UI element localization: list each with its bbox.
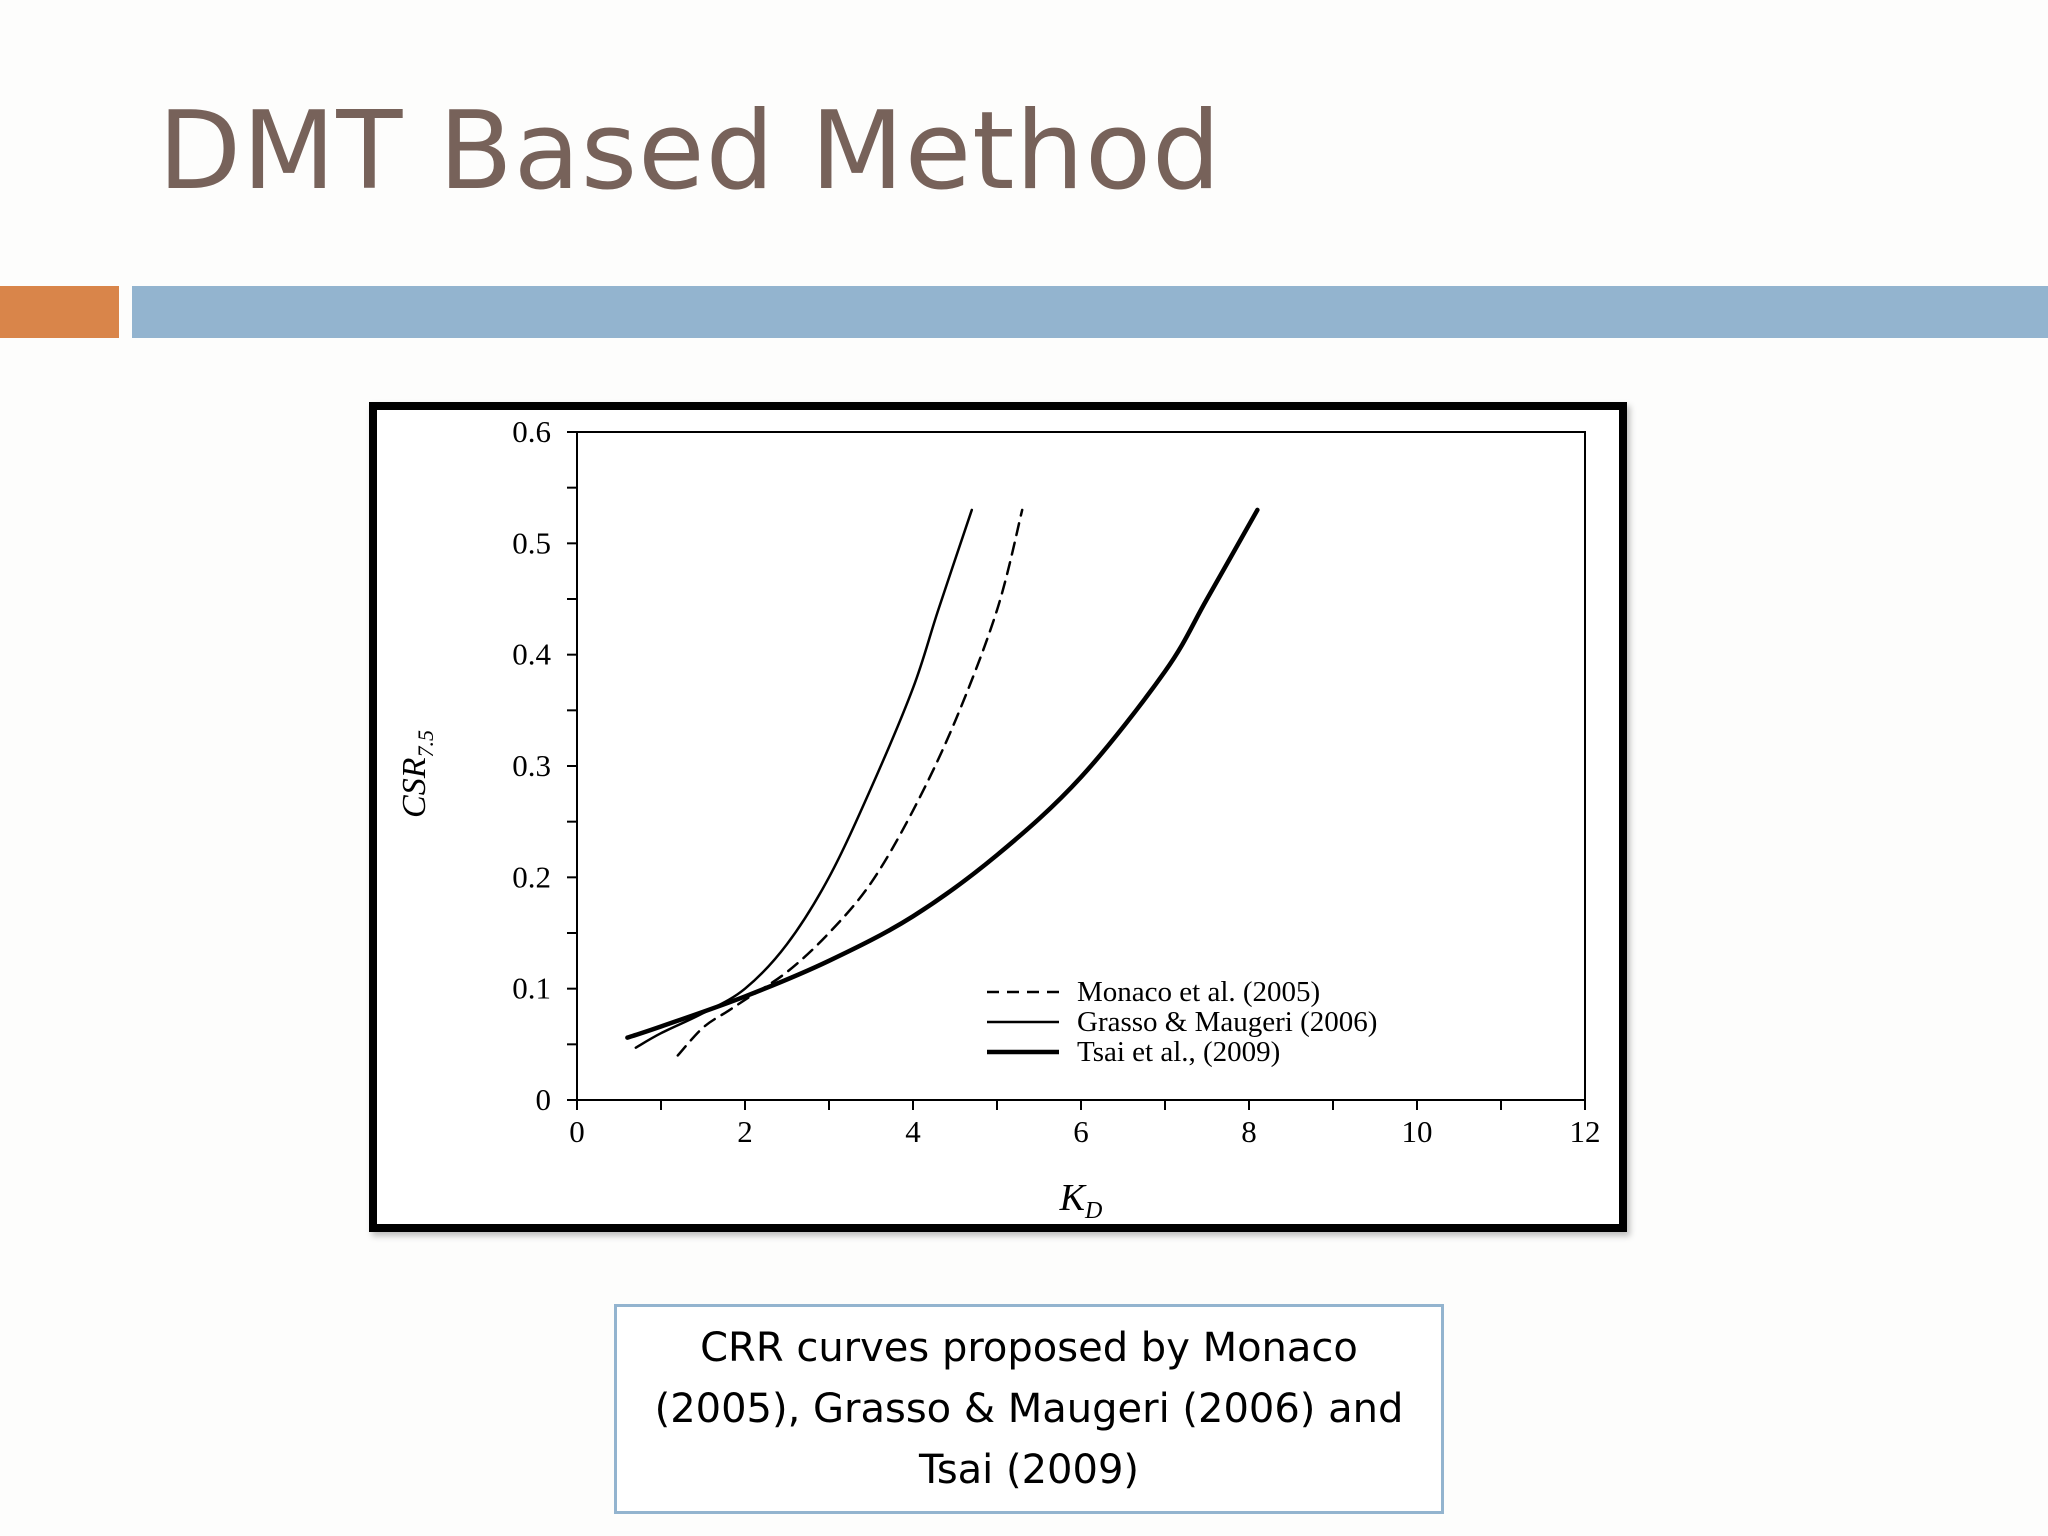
series-lines <box>627 510 1257 1056</box>
x-tick-label: 2 <box>737 1114 753 1149</box>
x-axis <box>569 1100 1600 1149</box>
x-tick-label: 0 <box>569 1114 585 1149</box>
csr-kd-chart <box>377 410 1619 1224</box>
y-tick-label: 0 <box>535 1082 551 1117</box>
tsai-2009-line <box>627 510 1257 1038</box>
accent-bar-blue <box>132 286 2048 338</box>
x-tick-label: 8 <box>1241 1114 1257 1149</box>
legend <box>987 976 1377 1068</box>
chart-frame <box>369 402 1627 1232</box>
y-axis <box>512 414 577 1117</box>
y-axis-title: $CSR_{7.5}$ <box>396 730 438 818</box>
x-tick-label: 12 <box>1569 1114 1601 1149</box>
y-tick-label: 0.1 <box>512 970 551 1006</box>
x-tick-label: 10 <box>1401 1114 1433 1149</box>
figure-caption: CRR curves proposed by Monaco (2005), Grasso & Maugeri (2006) and Tsai (2009) <box>654 1324 1404 1493</box>
monaco-2005-line <box>678 510 1022 1056</box>
x-axis-title: $K_D$ <box>1059 1177 1103 1224</box>
legend-label: Monaco et al. (2005) <box>1077 976 1321 1008</box>
x-tick-label: 6 <box>1073 1114 1089 1149</box>
y-tick-label: 0.4 <box>512 636 551 672</box>
accent-bar-orange <box>0 286 119 338</box>
figure-caption-box <box>614 1304 1444 1514</box>
slide-title: DMT Based Method <box>158 89 1222 214</box>
legend-label: Tsai et al., (2009) <box>1077 1036 1281 1068</box>
x-tick-label: 4 <box>905 1114 921 1149</box>
y-tick-label: 0.6 <box>512 414 551 449</box>
y-tick-label: 0.3 <box>512 748 551 783</box>
grasso-maugeri-2006-line <box>636 510 972 1048</box>
y-tick-label: 0.2 <box>512 859 551 895</box>
y-tick-label: 0.5 <box>512 525 551 561</box>
legend-label: Grasso & Maugeri (2006) <box>1077 1006 1378 1038</box>
